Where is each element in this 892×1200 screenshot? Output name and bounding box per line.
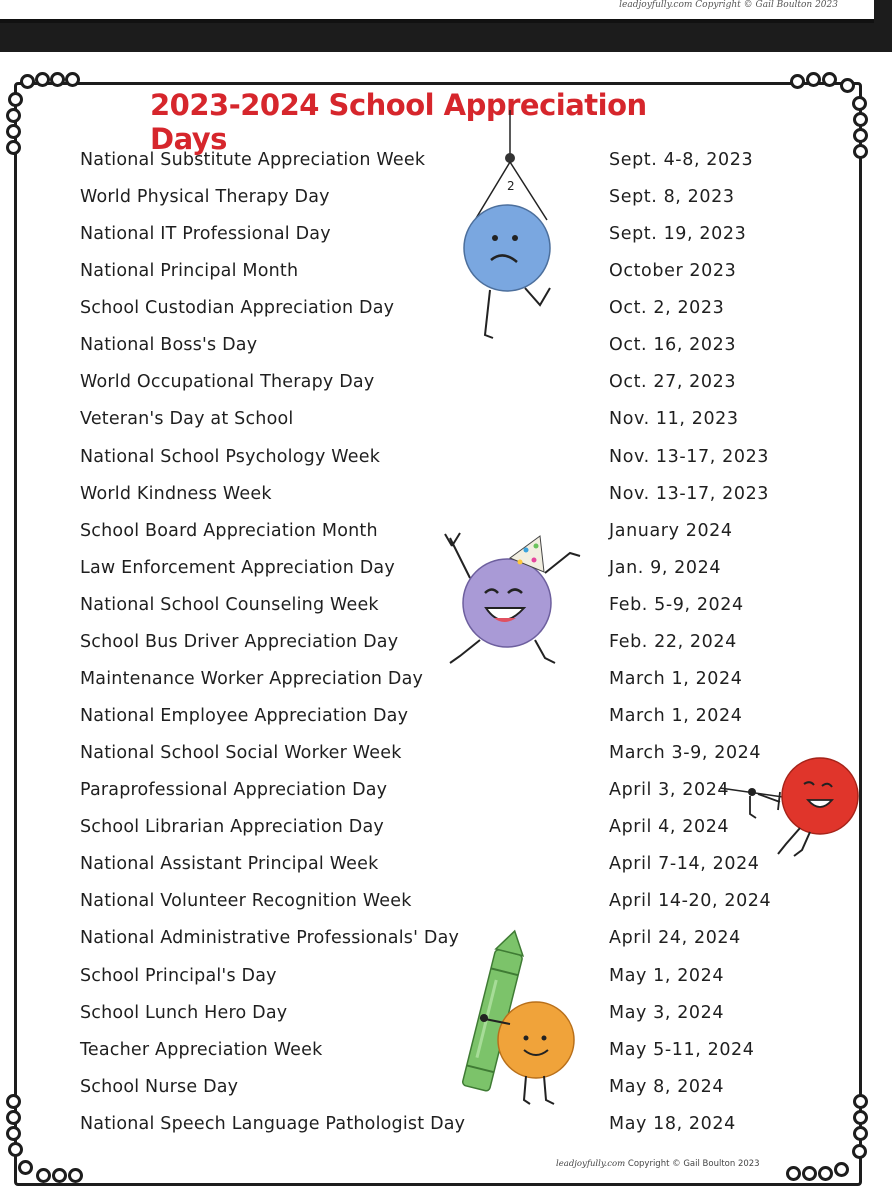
event-name: National Principal Month xyxy=(80,261,299,282)
event-name: World Occupational Therapy Day xyxy=(80,372,375,393)
event-date: October 2023 xyxy=(609,261,737,282)
event-date: Oct. 2, 2023 xyxy=(609,298,725,319)
event-row xyxy=(0,447,892,483)
event-name: School Librarian Appreciation Day xyxy=(80,817,384,838)
purple-party-character-icon xyxy=(440,528,590,673)
event-row xyxy=(0,669,892,705)
event-date: March 1, 2024 xyxy=(609,668,743,689)
frame-ring-icon xyxy=(36,1168,51,1183)
page-title: 2023-2024 School Appreciation Days xyxy=(150,88,647,156)
red-zipline-character-icon xyxy=(720,752,870,862)
event-row xyxy=(0,891,892,927)
event-date: May 3, 2024 xyxy=(609,1002,725,1023)
frame-ring-icon xyxy=(853,112,868,127)
event-name: National Assistant Principal Week xyxy=(80,854,379,875)
event-date: April 7-14, 2024 xyxy=(609,854,760,875)
frame-ring-icon xyxy=(790,74,805,89)
top-credit-text: leadjoyfully.com Copyright © Gail Boulton 2023 xyxy=(619,0,838,10)
previous-page-edge xyxy=(0,0,874,23)
event-name: Law Enforcement Appreciation Day xyxy=(80,557,395,578)
event-name: National Speech Language Pathologist Day xyxy=(80,1113,466,1134)
frame-ring-icon xyxy=(20,74,35,89)
frame-ring-icon xyxy=(802,1166,817,1181)
event-date: Feb. 22, 2024 xyxy=(609,631,737,652)
frame-ring-icon xyxy=(840,78,855,93)
frame-ring-icon xyxy=(52,1168,67,1183)
frame-ring-icon xyxy=(786,1166,801,1181)
event-row xyxy=(0,261,892,297)
event-name: National Employee Appreciation Day xyxy=(80,706,409,727)
top-dark-strip xyxy=(0,0,892,52)
frame-ring-icon xyxy=(6,124,21,139)
event-name: National School Psychology Week xyxy=(80,446,381,467)
frame-ring-icon xyxy=(50,72,65,87)
event-date: Nov. 13-17, 2023 xyxy=(609,446,770,467)
event-date: Sept. 4-8, 2023 xyxy=(609,150,754,170)
event-row xyxy=(0,187,892,223)
event-name: School Principal's Day xyxy=(80,965,277,986)
event-date: May 5-11, 2024 xyxy=(609,1039,755,1060)
event-row xyxy=(0,409,892,445)
event-date: Oct. 27, 2023 xyxy=(609,372,737,393)
event-name: Teacher Appreciation Week xyxy=(80,1039,323,1060)
orange-crayon-character-icon xyxy=(440,940,590,1110)
event-name: National Volunteer Recognition Week xyxy=(80,891,412,912)
frame-ring-icon xyxy=(35,72,50,87)
event-name: School Custodian Appreciation Day xyxy=(80,298,395,319)
footer-copyright: Copyright © Gail Boulton 2023 xyxy=(627,1159,760,1169)
event-row xyxy=(0,335,892,371)
event-date: Nov. 11, 2023 xyxy=(609,409,739,430)
frame-ring-icon xyxy=(822,72,837,87)
event-name: School Bus Driver Appreciation Day xyxy=(80,631,399,652)
event-name: World Physical Therapy Day xyxy=(80,187,330,208)
event-date: Feb. 5-9, 2024 xyxy=(609,594,744,615)
blue-hanging-character-icon xyxy=(455,110,565,350)
event-date: Sept. 19, 2023 xyxy=(609,224,747,245)
event-date: Jan. 9, 2024 xyxy=(609,557,722,578)
frame-ring-icon xyxy=(8,92,23,107)
event-date: May 18, 2024 xyxy=(609,1113,736,1134)
event-date: January 2024 xyxy=(609,520,733,541)
event-date: April 24, 2024 xyxy=(609,928,741,949)
event-name: School Board Appreciation Month xyxy=(80,520,378,541)
event-date: April 3, 2024 xyxy=(609,780,730,801)
footer-site: leadjoyfully.com xyxy=(556,1159,626,1169)
frame-ring-icon xyxy=(68,1168,83,1183)
svg-text:2: 2 xyxy=(507,179,515,193)
event-date: March 3-9, 2024 xyxy=(609,743,762,764)
event-date: March 1, 2024 xyxy=(609,706,743,727)
event-name: Paraprofessional Appreciation Day xyxy=(80,780,388,801)
event-date: May 8, 2024 xyxy=(609,1076,725,1097)
frame-ring-icon xyxy=(852,96,867,111)
event-name: National Boss's Day xyxy=(80,335,258,356)
frame-ring-icon xyxy=(853,128,868,143)
event-name: Maintenance Worker Appreciation Day xyxy=(80,668,424,689)
event-row xyxy=(0,484,892,520)
event-name: National Administrative Professionals' Day xyxy=(80,928,460,949)
event-row xyxy=(0,372,892,408)
event-name: National School Counseling Week xyxy=(80,594,379,615)
event-name: School Lunch Hero Day xyxy=(80,1002,288,1023)
event-name: National IT Professional Day xyxy=(80,224,331,245)
event-name: National School Social Worker Week xyxy=(80,743,402,764)
event-date: April 4, 2024 xyxy=(609,817,730,838)
event-row xyxy=(0,1114,892,1150)
event-row xyxy=(0,298,892,334)
frame-ring-icon xyxy=(18,1160,33,1175)
event-row xyxy=(0,224,892,260)
event-date: Oct. 16, 2023 xyxy=(609,335,737,356)
frame-ring-icon xyxy=(806,72,821,87)
frame-ring-icon xyxy=(65,72,80,87)
frame-ring-icon xyxy=(818,1166,833,1181)
event-name: World Kindness Week xyxy=(80,483,272,504)
event-date: Sept. 8, 2023 xyxy=(609,187,735,208)
frame-ring-icon xyxy=(834,1162,849,1177)
frame-ring-icon xyxy=(6,108,21,123)
event-date: May 1, 2024 xyxy=(609,965,725,986)
event-name: National Substitute Appreciation Week xyxy=(80,150,426,170)
event-row xyxy=(0,150,892,186)
event-name: School Nurse Day xyxy=(80,1076,239,1097)
event-date: Nov. 13-17, 2023 xyxy=(609,483,770,504)
event-row xyxy=(0,706,892,742)
footer-credit xyxy=(556,1159,760,1169)
event-date: April 14-20, 2024 xyxy=(609,891,772,912)
event-name: Veteran's Day at School xyxy=(80,409,294,430)
